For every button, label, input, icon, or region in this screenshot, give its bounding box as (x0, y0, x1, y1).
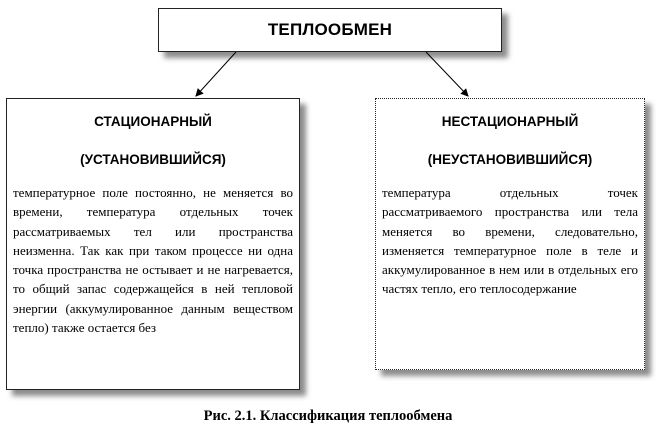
root-title: ТЕПЛООБМЕН (267, 20, 393, 39)
arrow-to-nonstationary (426, 52, 468, 96)
stationary-subtitle: (УСТАНОВИВШИЙСЯ) (80, 152, 226, 167)
arrow-to-stationary (196, 52, 236, 96)
root-node (158, 8, 502, 52)
nonstationary-description: температура отдельных точек рассматриваемого пространства или тела меняется во времени, следовательно, изменяется температурное поле в теле и аккумулированное в нем или в отдельных его частях тепло, его теплосодержание (382, 185, 638, 297)
figure-caption: Рис. 2.1. Классификация теплообмена (203, 408, 453, 424)
stationary-node (6, 98, 300, 390)
stationary-description: температурное поле постоянно, не меняется во времени, температура отдельных точек рассматриваемых тел или пространства неизменна. Так как при таком процессе ни одна точка пространства не остывает и не нагревается, то общий запас содержащейся в ней тепловой энергии (аккумулированное данным веществом тепло) также остается без (13, 185, 293, 336)
nonstationary-title: НЕСТАЦИОНАРНЫЙ (441, 114, 579, 129)
stationary-title: СТАЦИОНАРНЫЙ (94, 114, 212, 129)
nonstationary-node (375, 98, 645, 370)
nonstationary-subtitle: (НЕУСТАНОВИВШИЙСЯ) (427, 152, 593, 167)
